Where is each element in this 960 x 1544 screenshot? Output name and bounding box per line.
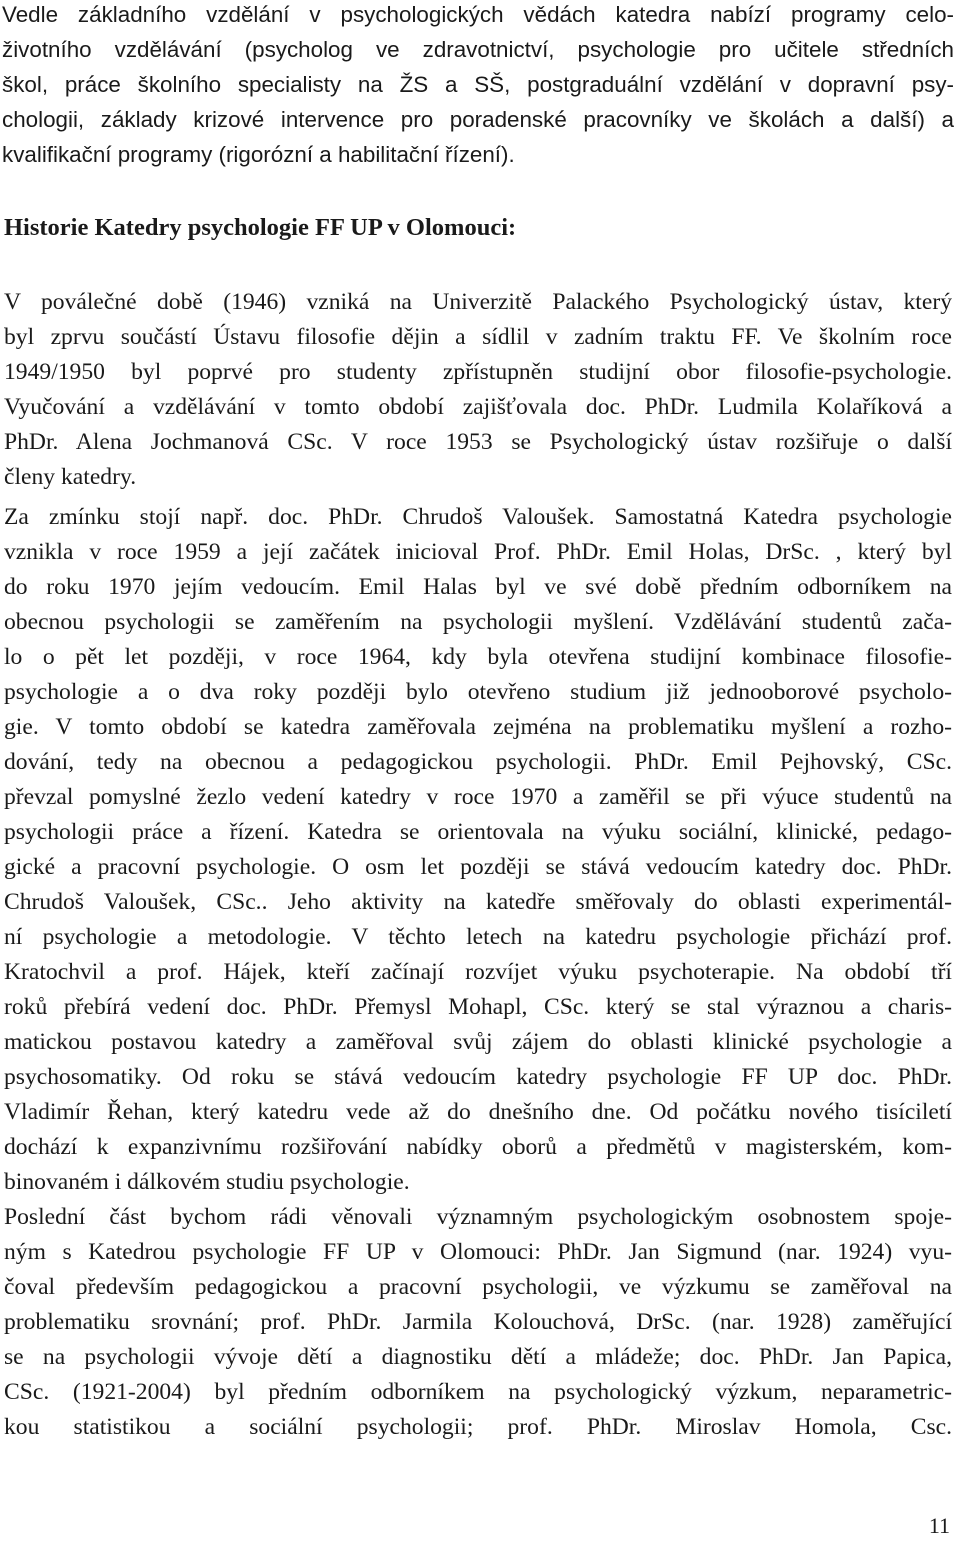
intro-line: chologii, základy krizové intervence pro poradenské pracovníky ve školách a další) a: [2, 107, 954, 132]
body-line: 1949/1950 byl poprvé pro studenty zpřístupněn studijní obor filosofie-psychologie.: [4, 359, 952, 385]
body-line: byl zprvu součástí Ústavu filosofie dějin a sídlil v zadním traktu FF. Ve školním roce: [4, 324, 952, 350]
body-line: Poslední část bychom rádi věnovali významným psychologickým osobnostem spoje-: [4, 1204, 952, 1230]
body-line: PhDr. Alena Jochmanová CSc. V roce 1953 se Psychologický ústav rozšiřuje o další: [4, 429, 952, 455]
body-line: ným s Katedrou psychologie FF UP v Olomouci: PhDr. Jan Sigmund (nar. 1924) vyu-: [4, 1239, 952, 1265]
body-line: problematiku srovnání; prof. PhDr. Jarmila Kolouchová, DrSc. (nar. 1928) zaměřující: [4, 1309, 952, 1335]
body-line: psychosomatiky. Od roku se stává vedoucím katedry psychologie FF UP doc. PhDr.: [4, 1064, 952, 1090]
body-line: kou statistikou a sociální psychologii; prof. PhDr. Miroslav Homola, Csc.: [4, 1414, 952, 1440]
section-heading: Historie Katedry psychologie FF UP v Olomouci:: [4, 214, 517, 241]
body-line: Chrudoš Valoušek, CSc.. Jeho aktivity na katedře směřovaly do oblasti experimentál-: [4, 889, 952, 915]
body-line: se na psychologii vývoje dětí a diagnostiku dětí a mládeže; doc. PhDr. Jan Papica,: [4, 1344, 952, 1370]
body-line: Za zmínku stojí např. doc. PhDr. Chrudoš Valoušek. Samostatná Katedra psychologie: [4, 504, 952, 530]
intro-line: škol, práce školního specialisty na ŽS a SŠ, postgraduální vzdělání v dopravní psy-: [2, 72, 954, 97]
body-line: ní psychologie a metodologie. V těchto letech na katedru psychologie přichází prof.: [4, 924, 952, 950]
body-line: psychologii práce a řízení. Katedra se orientovala na výuku sociální, klinické, pedago-: [4, 819, 952, 845]
body-line: obecnou psychologii se zaměřením na psychologii myšlení. Vzdělávání studentů zača-: [4, 609, 952, 635]
body-line: převzal pomyslné žezlo vedení katedry v roce 1970 a zaměřil se při výuce studentů na: [4, 784, 952, 810]
body-line: dování, tedy na obecnou a pedagogickou psychologii. PhDr. Emil Pejhovský, CSc.: [4, 749, 952, 775]
body-line: Vyučování a vzdělávání v tomto období zajišťovala doc. PhDr. Ludmila Kolaříková a: [4, 394, 952, 420]
body-line: čoval především pedagogickou a pracovní psychologii, ve výzkumu se zaměřoval na: [4, 1274, 952, 1300]
body-line: gie. V tomto období se katedra zaměřovala zejména na problematiku myšlení a rozho-: [4, 714, 952, 740]
body-line: Kratochvil a prof. Hájek, kteří začínají rozvíjet výuku psychoterapie. Na období tří: [4, 959, 952, 985]
intro-line: kvalifikační programy (rigorózní a habilitační řízení).: [2, 142, 515, 167]
body-line: vznikla v roce 1959 a její začátek inicioval Prof. PhDr. Emil Holas, DrSc. , který byl: [4, 539, 952, 565]
page-number: 11: [928, 1513, 950, 1538]
body-line: dochází k expanzivnímu rozšiřování nabídky oborů a předmětů v magisterském, kom-: [4, 1134, 952, 1160]
intro-line: životního vzdělávání (psycholog ve zdravotnictví, psychologie pro učitele středních: [2, 37, 954, 62]
body-line: binovaném i dálkovém studiu psychologie.: [4, 1169, 410, 1195]
intro-line: Vedle základního vzdělání v psychologických vědách katedra nabízí programy celo-: [2, 2, 954, 27]
body-line: psychologie a o dva roky později bylo otevřeno studium již jednooborové psycholo-: [4, 679, 952, 705]
body-line: členy katedry.: [4, 464, 137, 490]
body-line: Vladimír Řehan, který katedru vede až do dnešního dne. Od počátku nového tisíciletí: [4, 1099, 952, 1125]
body-line: gické a pracovní psychologie. O osm let později se stává vedoucím katedry doc. PhDr.: [4, 854, 952, 880]
body-line: roků přebírá vedení doc. PhDr. Přemysl Mohapl, CSc. který se stal výraznou a charis-: [4, 994, 952, 1020]
body-line: matickou postavou katedry a zaměřoval svůj zájem do oblasti klinické psychologie a: [4, 1029, 952, 1055]
body-line: V poválečné době (1946) vzniká na Univerzitě Palackého Psychologický ústav, který: [4, 289, 952, 315]
body-line: do roku 1970 jejím vedoucím. Emil Halas byl ve své době předním odborníkem na: [4, 574, 952, 600]
body-line: lo o pět let později, v roce 1964, kdy byla otevřena studijní kombinace filosofie-: [4, 644, 952, 670]
body-line: CSc. (1921-2004) byl předním odborníkem na psychologický výzkum, neparametric-: [4, 1379, 952, 1405]
